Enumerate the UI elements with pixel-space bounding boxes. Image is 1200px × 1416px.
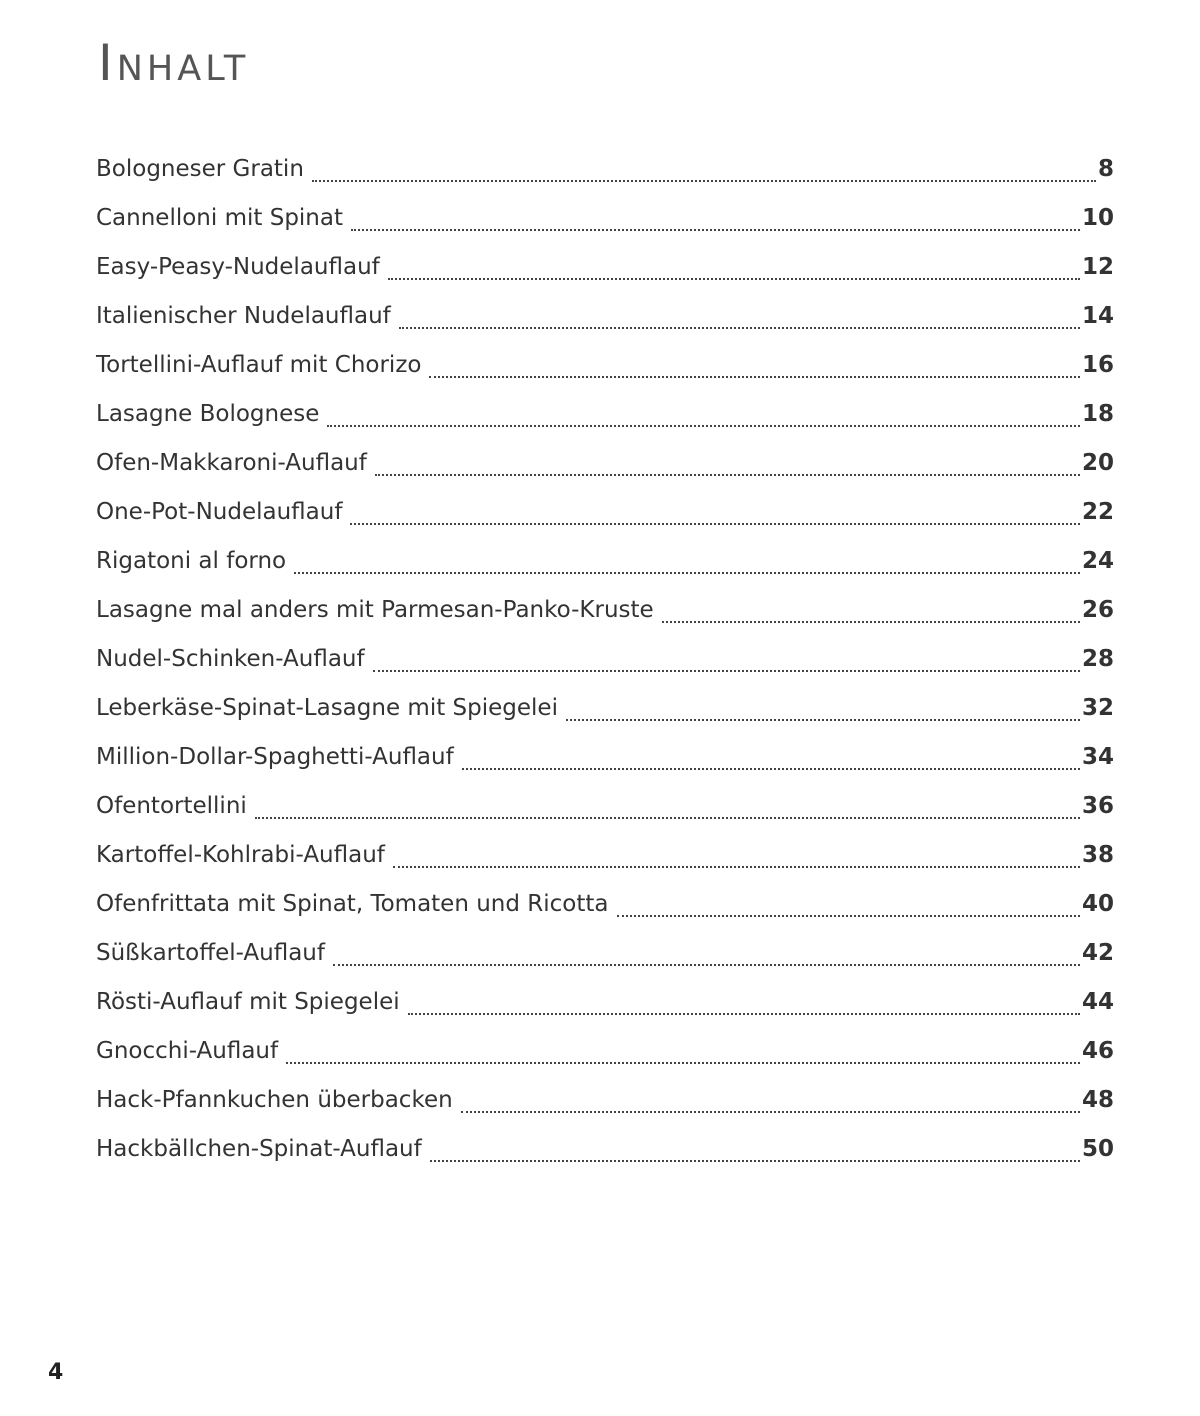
dot-leader <box>375 474 1080 476</box>
toc-entry-title: Lasagne Bolognese <box>96 401 320 427</box>
toc-entry-page: 50 <box>1081 1136 1114 1162</box>
toc-entry-title: Ofentortellini <box>96 793 247 819</box>
toc-entry-title: Leberkäse-Spinat-Lasagne mit Spiegelei <box>96 695 558 721</box>
toc-entry-title: Rösti-Auflauf mit Spiegelei <box>96 989 400 1015</box>
toc-entry-page: 12 <box>1081 254 1114 280</box>
toc-entry-title: Ofenfrittata mit Spinat, Tomaten und Ricotta <box>96 891 609 917</box>
toc-entry-page: 10 <box>1081 205 1114 231</box>
toc-entry[interactable] <box>96 733 1114 782</box>
toc-entry[interactable] <box>96 635 1114 684</box>
toc-entry[interactable] <box>96 145 1114 194</box>
toc-entry-page: 36 <box>1081 793 1114 819</box>
toc-entry-title: Kartoffel-Kohlrabi-Auflauf <box>96 842 385 868</box>
dot-leader <box>408 1013 1080 1015</box>
toc-entry-title: Million-Dollar-Spaghetti-Auflauf <box>96 744 454 770</box>
table-of-contents <box>96 145 1114 1174</box>
toc-entry-page: 8 <box>1097 156 1114 182</box>
toc-entry-title: Easy-Peasy-Nudelauflauf <box>96 254 380 280</box>
toc-entry-title: Gnocchi-Auflauf <box>96 1038 279 1064</box>
toc-entry[interactable] <box>96 488 1114 537</box>
toc-entry-page: 20 <box>1081 450 1114 476</box>
toc-entry-page: 48 <box>1081 1087 1114 1113</box>
toc-entry-title: Italienischer Nudelauflauf <box>96 303 391 329</box>
toc-entry[interactable] <box>96 880 1114 929</box>
toc-entry[interactable] <box>96 684 1114 733</box>
toc-entry-page: 24 <box>1081 548 1114 574</box>
page-title: Inhalt <box>98 34 250 92</box>
dot-leader <box>294 572 1080 574</box>
toc-entry-page: 32 <box>1081 695 1114 721</box>
dot-leader <box>462 768 1080 770</box>
dot-leader <box>327 425 1080 427</box>
toc-entry-title: Nudel-Schinken-Auflauf <box>96 646 365 672</box>
toc-entry[interactable] <box>96 390 1114 439</box>
toc-entry-page: 44 <box>1081 989 1114 1015</box>
page-number: 4 <box>48 1360 64 1385</box>
dot-leader <box>255 817 1080 819</box>
toc-entry[interactable] <box>96 439 1114 488</box>
toc-entry-title: Tortellini-Auflauf mit Chorizo <box>96 352 422 378</box>
toc-entry-page: 26 <box>1081 597 1114 623</box>
toc-entry[interactable] <box>96 1027 1114 1076</box>
toc-entry[interactable] <box>96 929 1114 978</box>
toc-entry-page: 46 <box>1081 1038 1114 1064</box>
toc-entry[interactable] <box>96 537 1114 586</box>
dot-leader <box>429 376 1080 378</box>
toc-entry-title: Süßkartoffel-Auflauf <box>96 940 325 966</box>
toc-entry-title: One-Pot-Nudelauflauf <box>96 499 343 525</box>
dot-leader <box>333 964 1080 966</box>
toc-entry-title: Cannelloni mit Spinat <box>96 205 343 231</box>
toc-entry[interactable] <box>96 978 1114 1027</box>
dot-leader <box>399 327 1080 329</box>
toc-entry-page: 18 <box>1081 401 1114 427</box>
dot-leader <box>662 621 1080 623</box>
toc-entry-page: 28 <box>1081 646 1114 672</box>
toc-entry-title: Ofen-Makkaroni-Auflauf <box>96 450 367 476</box>
toc-entry[interactable] <box>96 586 1114 635</box>
dot-leader <box>312 180 1096 182</box>
dot-leader <box>617 915 1080 917</box>
toc-entry[interactable] <box>96 292 1114 341</box>
toc-entry-title: Lasagne mal anders mit Parmesan-Panko-Kruste <box>96 597 654 623</box>
dot-leader <box>430 1160 1080 1162</box>
toc-entry-page: 38 <box>1081 842 1114 868</box>
toc-entry-page: 22 <box>1081 499 1114 525</box>
dot-leader <box>393 866 1080 868</box>
toc-entry-title: Rigatoni al forno <box>96 548 287 574</box>
dot-leader <box>350 523 1080 525</box>
toc-entry[interactable] <box>96 831 1114 880</box>
toc-entry-title: Hackbällchen-Spinat-Auflauf <box>96 1136 422 1162</box>
toc-entry-page: 34 <box>1081 744 1114 770</box>
toc-entry[interactable] <box>96 341 1114 390</box>
toc-entry-page: 16 <box>1081 352 1114 378</box>
toc-entry-page: 14 <box>1081 303 1114 329</box>
toc-entry-title: Hack-Pfannkuchen überbacken <box>96 1087 453 1113</box>
toc-entry[interactable] <box>96 1076 1114 1125</box>
dot-leader <box>286 1062 1080 1064</box>
toc-entry-page: 42 <box>1081 940 1114 966</box>
toc-entry[interactable] <box>96 782 1114 831</box>
toc-entry[interactable] <box>96 194 1114 243</box>
toc-entry[interactable] <box>96 1125 1114 1174</box>
dot-leader <box>351 229 1080 231</box>
dot-leader <box>373 670 1080 672</box>
dot-leader <box>461 1111 1080 1113</box>
toc-entry-page: 40 <box>1081 891 1114 917</box>
toc-entry-title: Bologneser Gratin <box>96 156 304 182</box>
dot-leader <box>566 719 1080 721</box>
toc-entry[interactable] <box>96 243 1114 292</box>
dot-leader <box>388 278 1080 280</box>
